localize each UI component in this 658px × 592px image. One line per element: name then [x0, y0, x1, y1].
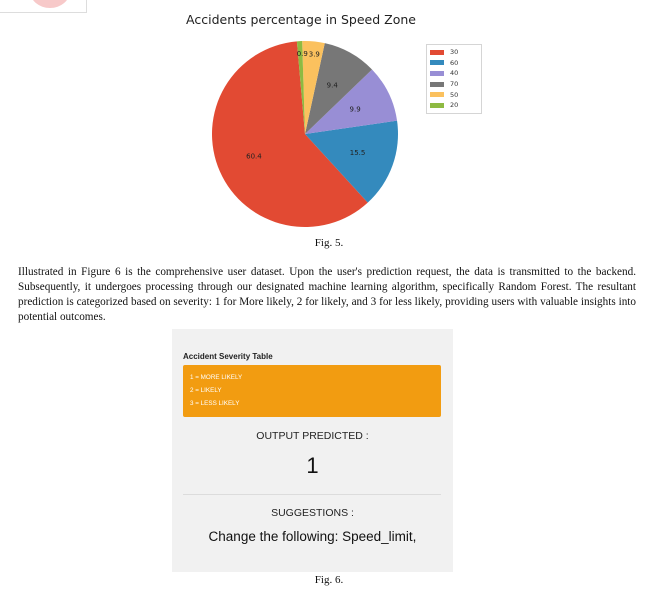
- pie-label-20: 0.9: [296, 50, 308, 59]
- logo-blob: [30, 0, 70, 8]
- severity-item-1: 1 = MORE LIKELY: [190, 374, 243, 381]
- legend-swatch: [430, 71, 444, 76]
- output-predicted-label: OUTPUT PREDICTED :: [256, 430, 369, 442]
- legend-swatch: [430, 92, 444, 97]
- corner-logo: [0, 0, 87, 13]
- legend-item-70: [430, 79, 478, 90]
- legend-label: 30: [450, 48, 459, 57]
- suggestions-label: SUGGESTIONS :: [271, 507, 354, 519]
- severity-item-2: 2 = LIKELY: [190, 387, 222, 394]
- chart-legend: [426, 44, 482, 114]
- legend-swatch: [430, 60, 444, 65]
- pie-label-70: 9.4: [326, 81, 338, 90]
- legend-label: 20: [450, 101, 459, 110]
- legend-item-20: [430, 100, 478, 111]
- legend-item-60: [430, 58, 478, 69]
- severity-item-3: 3 = LESS LIKELY: [190, 400, 240, 407]
- pie-chart: [186, 8, 416, 234]
- output-predicted-value: 1: [306, 453, 319, 478]
- figure-5-caption: Fig. 5.: [314, 237, 344, 249]
- figure-6-caption: Fig. 6.: [314, 574, 344, 586]
- pie-label-40: 9.9: [349, 105, 361, 114]
- legend-swatch: [430, 103, 444, 108]
- chart-title: Accidents percentage in Speed Zone: [186, 12, 416, 27]
- legend-item-40: [430, 68, 478, 79]
- pie-label-50: 3.9: [308, 50, 320, 59]
- severity-table-title: Accident Severity Table: [183, 352, 273, 361]
- legend-label: 40: [450, 69, 459, 78]
- legend-item-50: [430, 89, 478, 100]
- legend-swatch: [430, 82, 444, 87]
- legend-label: 70: [450, 80, 459, 89]
- section-divider: [183, 494, 441, 495]
- legend-label: 50: [450, 90, 459, 99]
- body-paragraph: Illustrated in Figure 6 is the comprehensive user dataset. Upon the user's prediction request, the data is transmitted to the backend. Subsequently, it undergoes processing through our designated machine learning algorithm, specifically Random Forest. The resultant prediction is categorized based on severity: 1 for More likely, 2 for likely, and 3 for less likely, providing users with valuable insights into potential outcomes.: [18, 266, 636, 323]
- suggestion-text: Change the following: Speed_limit,: [208, 529, 417, 544]
- legend-label: 60: [450, 58, 459, 67]
- pie-label-30: 60.4: [246, 152, 262, 161]
- legend-item-30: [430, 47, 478, 58]
- figure-5: [186, 8, 476, 234]
- legend-swatch: [430, 50, 444, 55]
- severity-legend-box: [183, 365, 441, 417]
- figure-6: [172, 329, 453, 572]
- pie-label-60: 15.5: [349, 148, 366, 157]
